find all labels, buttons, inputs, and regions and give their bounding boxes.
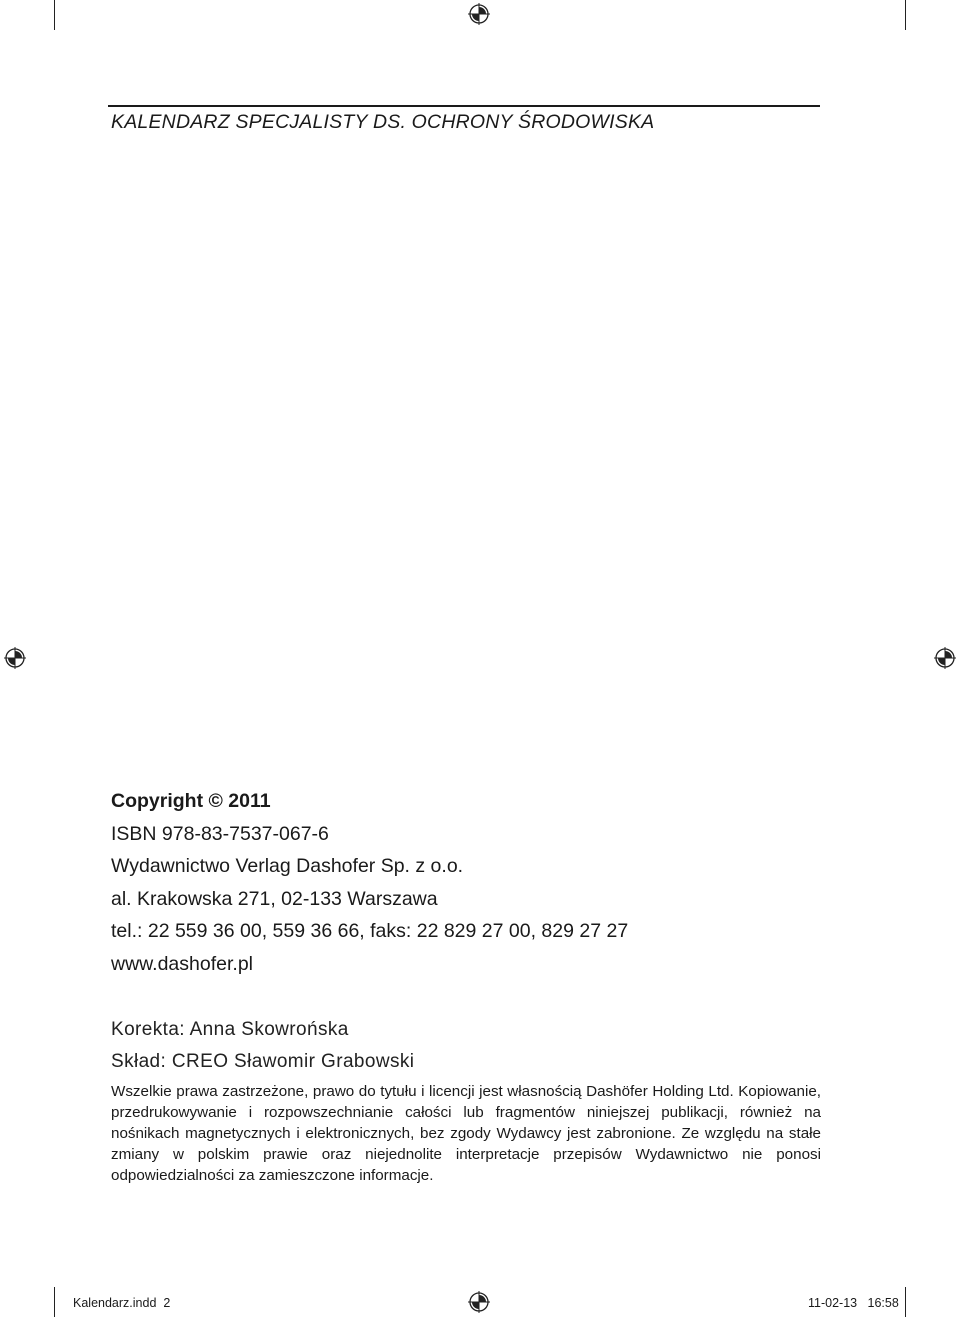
registration-mark-icon	[468, 1291, 490, 1313]
phone-line: tel.: 22 559 36 00, 559 36 66, faks: 22 829 27 00, 829 27 27	[111, 920, 629, 943]
publisher-line: Wydawnictwo Verlag Dashofer Sp. z o.o.	[111, 855, 464, 878]
slug-time: 16:58	[867, 1296, 899, 1310]
registration-mark-icon	[4, 647, 26, 669]
isbn-line: ISBN 978-83-7537-067-6	[111, 822, 329, 845]
legal-notice: Wszelkie prawa zastrzeżone, prawo do tytułu i licencji jest własnością Dashöfer Holding Ltd. Kopiowanie, przedrukowywanie i rozpowszechnianie całości lub fragmentów niniejszej publikacji, również na nośnikach magnetycznych i elektronicznych, bez zgody Wydawcy jest zabronione. Ze względu na stałe zmiany w polskim prawie oraz niejednolite interpretacje przepisów Wydawnictwo nie ponosi odpowiedzialności za zamieszczone informacje.	[111, 1083, 821, 1184]
proofreading-credit: Korekta: Anna Skowrońska	[111, 1019, 349, 1040]
imprint-block	[111, 785, 823, 981]
copyright-line: Copyright © 2011	[111, 790, 271, 812]
crop-mark-top-left	[54, 0, 55, 30]
registration-mark-icon	[934, 647, 956, 669]
typesetting-credit: Skład: CREO Sławomir Grabowski	[111, 1051, 415, 1072]
website-line: www.dashofer.pl	[111, 952, 253, 975]
crop-mark-top-right	[905, 0, 906, 30]
credits-block	[111, 1014, 823, 1078]
slug-file-info	[73, 1293, 170, 1313]
header-rule	[108, 105, 820, 107]
registration-mark-icon	[468, 3, 490, 25]
address-line: al. Krakowska 271, 02-133 Warszawa	[111, 887, 438, 910]
slug-date: 11-02-13	[808, 1296, 858, 1310]
slug-timestamp	[808, 1293, 899, 1313]
slug-filename: Kalendarz.indd	[73, 1296, 157, 1310]
crop-mark-bottom-left	[54, 1287, 55, 1317]
slug-page: 2	[163, 1296, 171, 1310]
series-title: KALENDARZ SPECJALISTY DS. OCHRONY ŚRODOWISKA	[111, 111, 655, 133]
crop-mark-bottom-right	[905, 1287, 906, 1317]
